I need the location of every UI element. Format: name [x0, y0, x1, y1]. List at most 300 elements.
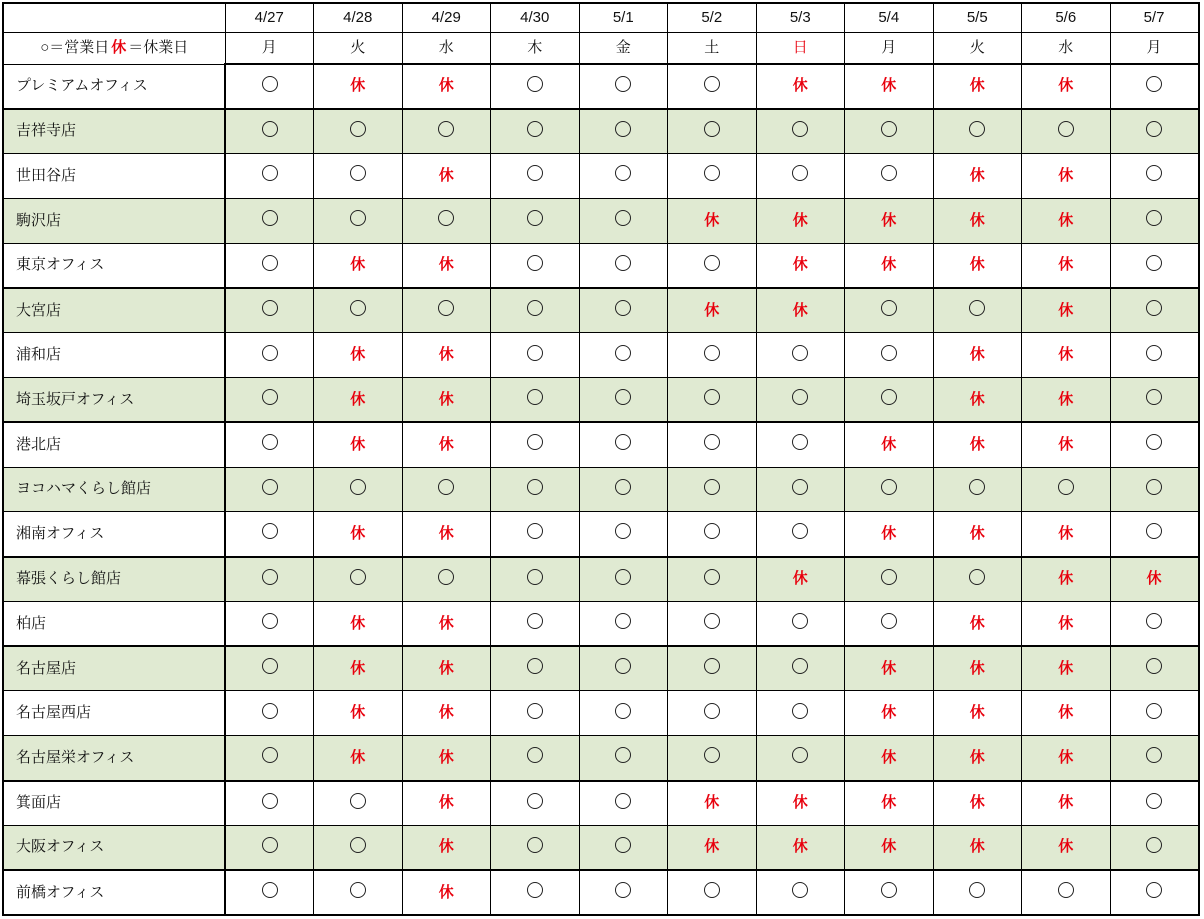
status-open-cell — [402, 109, 491, 154]
open-circle-icon — [527, 76, 543, 92]
header-row-dow — [3, 33, 1199, 65]
status-closed-cell — [1022, 781, 1111, 826]
closed-label: 休 — [881, 748, 897, 766]
status-open-cell — [756, 870, 845, 915]
status-open-cell — [491, 646, 580, 691]
status-open-cell — [225, 198, 314, 243]
status-open-cell — [933, 109, 1022, 154]
table-row — [3, 109, 1199, 154]
legend-open-text: ＝営業日 — [49, 39, 110, 57]
status-closed-cell — [756, 825, 845, 870]
closed-label: 休 — [1058, 748, 1074, 766]
status-open-cell — [1110, 109, 1199, 154]
status-open-cell — [314, 288, 403, 333]
open-circle-icon — [1146, 434, 1162, 450]
closed-label: 休 — [881, 794, 897, 812]
open-circle-icon — [527, 255, 543, 271]
table-row — [3, 154, 1199, 199]
header-dow-5-7: 月 — [1110, 33, 1199, 65]
table-row — [3, 691, 1199, 736]
status-open-cell — [1110, 467, 1199, 512]
closed-label: 休 — [350, 524, 366, 542]
table-row — [3, 333, 1199, 378]
open-circle-icon — [262, 389, 278, 405]
status-open-cell — [491, 243, 580, 288]
closed-label: 休 — [1058, 794, 1074, 812]
status-open-cell — [579, 557, 668, 602]
status-open-cell — [491, 870, 580, 915]
status-open-cell — [579, 288, 668, 333]
open-circle-icon — [704, 434, 720, 450]
status-open-cell — [1110, 422, 1199, 467]
closed-label: 休 — [969, 211, 985, 229]
store-name-cell: ヨコハマくらし館店 — [3, 467, 225, 512]
open-circle-icon — [881, 121, 897, 137]
status-open-cell — [314, 109, 403, 154]
open-circle-icon — [527, 345, 543, 361]
status-closed-cell — [402, 825, 491, 870]
status-closed-cell — [1022, 288, 1111, 333]
status-open-cell — [1110, 870, 1199, 915]
table-row — [3, 870, 1199, 915]
closed-label: 休 — [350, 435, 366, 453]
closed-label: 休 — [881, 704, 897, 722]
status-open-cell — [1110, 781, 1199, 826]
closed-label: 休 — [438, 435, 454, 453]
status-closed-cell — [845, 781, 934, 826]
header-dow-5-2: 土 — [668, 33, 757, 65]
status-closed-cell — [845, 243, 934, 288]
open-circle-icon — [615, 389, 631, 405]
status-open-cell — [1110, 601, 1199, 646]
status-closed-cell — [314, 601, 403, 646]
header-dow-4-27: 月 — [225, 33, 314, 65]
status-open-cell — [845, 288, 934, 333]
open-circle-icon — [792, 882, 808, 898]
status-open-cell — [225, 512, 314, 557]
corner-blank-cell — [3, 3, 225, 33]
store-name-cell: 駒沢店 — [3, 198, 225, 243]
open-circle-icon — [615, 882, 631, 898]
business-days-table — [2, 2, 1200, 916]
status-closed-cell — [756, 781, 845, 826]
status-open-cell — [1110, 825, 1199, 870]
status-open-cell — [668, 601, 757, 646]
open-circle-icon — [1146, 479, 1162, 495]
table-header — [3, 3, 1199, 64]
open-circle-icon — [792, 121, 808, 137]
closed-label: 休 — [1146, 570, 1162, 588]
open-circle-icon — [615, 747, 631, 763]
status-closed-cell — [1022, 422, 1111, 467]
status-open-cell — [402, 198, 491, 243]
store-name-cell: 東京オフィス — [3, 243, 225, 288]
status-open-cell — [225, 825, 314, 870]
open-circle-icon — [1146, 165, 1162, 181]
status-open-cell — [491, 377, 580, 422]
legend-open-symbol: ○ — [40, 39, 50, 57]
header-dow-4-30: 木 — [491, 33, 580, 65]
open-circle-icon — [527, 121, 543, 137]
status-open-cell — [1022, 870, 1111, 915]
status-closed-cell — [314, 512, 403, 557]
store-name-cell: 名古屋西店 — [3, 691, 225, 736]
status-closed-cell — [1022, 646, 1111, 691]
status-closed-cell — [402, 691, 491, 736]
closed-label: 休 — [969, 704, 985, 722]
status-open-cell — [314, 557, 403, 602]
status-closed-cell — [402, 512, 491, 557]
open-circle-icon — [527, 434, 543, 450]
status-open-cell — [756, 601, 845, 646]
status-open-cell — [579, 243, 668, 288]
closed-label: 休 — [881, 838, 897, 856]
closed-label: 休 — [438, 524, 454, 542]
status-closed-cell — [933, 781, 1022, 826]
open-circle-icon — [262, 479, 278, 495]
open-circle-icon — [350, 882, 366, 898]
status-open-cell — [668, 736, 757, 781]
open-circle-icon — [350, 837, 366, 853]
status-closed-cell — [1022, 691, 1111, 736]
closed-label: 休 — [881, 256, 897, 274]
status-open-cell — [225, 467, 314, 512]
status-open-cell — [579, 198, 668, 243]
status-closed-cell — [933, 198, 1022, 243]
closed-label: 休 — [792, 301, 808, 319]
status-open-cell — [845, 333, 934, 378]
open-circle-icon — [1146, 882, 1162, 898]
status-open-cell — [668, 109, 757, 154]
open-circle-icon — [262, 210, 278, 226]
status-closed-cell — [933, 154, 1022, 199]
open-circle-icon — [704, 747, 720, 763]
open-circle-icon — [704, 389, 720, 405]
open-circle-icon — [527, 747, 543, 763]
open-circle-icon — [1058, 121, 1074, 137]
store-name-cell: 名古屋店 — [3, 646, 225, 691]
store-name-cell: 名古屋栄オフィス — [3, 736, 225, 781]
status-closed-cell — [933, 333, 1022, 378]
status-open-cell — [491, 422, 580, 467]
closed-label: 休 — [969, 614, 985, 632]
closed-label: 休 — [438, 794, 454, 812]
status-open-cell — [225, 154, 314, 199]
open-circle-icon — [792, 165, 808, 181]
closed-label: 休 — [969, 346, 985, 364]
closed-label: 休 — [1058, 570, 1074, 588]
closed-label: 休 — [438, 838, 454, 856]
open-circle-icon — [969, 300, 985, 316]
closed-label: 休 — [969, 435, 985, 453]
closed-label: 休 — [881, 659, 897, 677]
open-circle-icon — [615, 658, 631, 674]
open-circle-icon — [881, 882, 897, 898]
status-open-cell — [756, 646, 845, 691]
status-closed-cell — [314, 691, 403, 736]
open-circle-icon — [527, 523, 543, 539]
status-open-cell — [579, 691, 668, 736]
open-circle-icon — [262, 76, 278, 92]
table-row — [3, 646, 1199, 691]
open-circle-icon — [792, 703, 808, 719]
status-closed-cell — [933, 646, 1022, 691]
legend-closed-text: ＝休業日 — [128, 39, 189, 57]
status-closed-cell — [845, 198, 934, 243]
status-open-cell — [579, 601, 668, 646]
closed-label: 休 — [350, 390, 366, 408]
status-closed-cell — [933, 512, 1022, 557]
open-circle-icon — [262, 165, 278, 181]
status-closed-cell — [668, 288, 757, 333]
open-circle-icon — [262, 345, 278, 361]
status-closed-cell — [933, 736, 1022, 781]
open-circle-icon — [1146, 658, 1162, 674]
open-circle-icon — [969, 569, 985, 585]
status-open-cell — [845, 154, 934, 199]
closed-label: 休 — [438, 748, 454, 766]
header-dow-5-1: 金 — [579, 33, 668, 65]
open-circle-icon — [262, 569, 278, 585]
table-row — [3, 288, 1199, 333]
table-row — [3, 557, 1199, 602]
status-closed-cell — [756, 243, 845, 288]
closed-label: 休 — [350, 256, 366, 274]
open-circle-icon — [1146, 300, 1162, 316]
status-open-cell — [668, 557, 757, 602]
table-row — [3, 377, 1199, 422]
status-closed-cell — [845, 825, 934, 870]
status-open-cell — [668, 422, 757, 467]
open-circle-icon — [792, 389, 808, 405]
status-closed-cell — [402, 646, 491, 691]
status-open-cell — [845, 870, 934, 915]
header-date-5-7: 5/7 — [1110, 3, 1199, 33]
open-circle-icon — [350, 210, 366, 226]
status-open-cell — [579, 781, 668, 826]
status-open-cell — [1110, 736, 1199, 781]
closed-label: 休 — [438, 256, 454, 274]
status-open-cell — [225, 691, 314, 736]
status-open-cell — [579, 154, 668, 199]
open-circle-icon — [615, 703, 631, 719]
status-open-cell — [668, 646, 757, 691]
open-circle-icon — [527, 793, 543, 809]
open-circle-icon — [262, 613, 278, 629]
open-circle-icon — [615, 434, 631, 450]
open-circle-icon — [792, 434, 808, 450]
status-closed-cell — [1022, 512, 1111, 557]
status-open-cell — [1110, 377, 1199, 422]
status-open-cell — [491, 781, 580, 826]
closed-label: 休 — [969, 77, 985, 95]
open-circle-icon — [704, 658, 720, 674]
status-open-cell — [668, 377, 757, 422]
status-open-cell — [491, 601, 580, 646]
status-open-cell — [1110, 512, 1199, 557]
header-dow-5-6: 水 — [1022, 33, 1111, 65]
open-circle-icon — [615, 255, 631, 271]
closed-label: 休 — [1058, 704, 1074, 722]
open-circle-icon — [704, 613, 720, 629]
status-closed-cell — [1022, 825, 1111, 870]
open-circle-icon — [704, 523, 720, 539]
status-open-cell — [1110, 691, 1199, 736]
status-closed-cell — [402, 422, 491, 467]
open-circle-icon — [262, 121, 278, 137]
closed-label: 休 — [438, 390, 454, 408]
open-circle-icon — [615, 793, 631, 809]
header-date-5-4: 5/4 — [845, 3, 934, 33]
closed-label: 休 — [969, 256, 985, 274]
closed-label: 休 — [438, 659, 454, 677]
status-closed-cell — [845, 64, 934, 109]
status-open-cell — [1022, 109, 1111, 154]
status-closed-cell — [933, 691, 1022, 736]
closed-label: 休 — [438, 883, 454, 901]
status-open-cell — [225, 333, 314, 378]
status-closed-cell — [402, 781, 491, 826]
status-closed-cell — [1022, 377, 1111, 422]
status-closed-cell — [402, 64, 491, 109]
open-circle-icon — [969, 479, 985, 495]
header-dow-4-29: 水 — [402, 33, 491, 65]
open-circle-icon — [704, 703, 720, 719]
status-closed-cell — [402, 870, 491, 915]
status-open-cell — [845, 557, 934, 602]
closed-label: 休 — [1058, 301, 1074, 319]
open-circle-icon — [792, 613, 808, 629]
status-open-cell — [1110, 64, 1199, 109]
status-closed-cell — [1022, 243, 1111, 288]
closed-label: 休 — [969, 659, 985, 677]
closed-label: 休 — [438, 704, 454, 722]
status-open-cell — [314, 154, 403, 199]
open-circle-icon — [262, 882, 278, 898]
closed-label: 休 — [1058, 838, 1074, 856]
status-open-cell — [314, 467, 403, 512]
status-closed-cell — [314, 243, 403, 288]
status-closed-cell — [402, 377, 491, 422]
status-open-cell — [225, 243, 314, 288]
closed-label: 休 — [792, 838, 808, 856]
open-circle-icon — [881, 389, 897, 405]
open-circle-icon — [1146, 210, 1162, 226]
status-open-cell — [1110, 333, 1199, 378]
store-name-cell: プレミアムオフィス — [3, 64, 225, 109]
header-date-5-3: 5/3 — [756, 3, 845, 33]
closed-label: 休 — [350, 659, 366, 677]
store-name-cell: 大阪オフィス — [3, 825, 225, 870]
status-open-cell — [933, 288, 1022, 333]
status-open-cell — [491, 109, 580, 154]
header-date-5-2: 5/2 — [668, 3, 757, 33]
open-circle-icon — [1146, 837, 1162, 853]
header-date-4-27: 4/27 — [225, 3, 314, 33]
open-circle-icon — [704, 165, 720, 181]
closed-label: 休 — [350, 748, 366, 766]
status-open-cell — [579, 422, 668, 467]
closed-label: 休 — [792, 77, 808, 95]
closed-label: 休 — [1058, 524, 1074, 542]
status-closed-cell — [314, 377, 403, 422]
table-row — [3, 736, 1199, 781]
open-circle-icon — [262, 255, 278, 271]
header-date-4-29: 4/29 — [402, 3, 491, 33]
open-circle-icon — [527, 210, 543, 226]
header-dow-4-28: 火 — [314, 33, 403, 65]
header-date-5-6: 5/6 — [1022, 3, 1111, 33]
status-open-cell — [225, 736, 314, 781]
open-circle-icon — [792, 658, 808, 674]
status-closed-cell — [933, 825, 1022, 870]
header-row-dates — [3, 3, 1199, 33]
status-open-cell — [668, 154, 757, 199]
closed-label: 休 — [969, 838, 985, 856]
status-open-cell — [756, 512, 845, 557]
header-dow-5-5: 火 — [933, 33, 1022, 65]
closed-label: 休 — [969, 390, 985, 408]
status-open-cell — [756, 333, 845, 378]
open-circle-icon — [527, 613, 543, 629]
header-dow-5-4: 月 — [845, 33, 934, 65]
status-closed-cell — [1022, 64, 1111, 109]
open-circle-icon — [1058, 882, 1074, 898]
open-circle-icon — [1146, 747, 1162, 763]
status-open-cell — [1110, 198, 1199, 243]
store-name-cell: 浦和店 — [3, 333, 225, 378]
status-open-cell — [845, 377, 934, 422]
table-row — [3, 512, 1199, 557]
status-open-cell — [225, 64, 314, 109]
header-dow-5-3: 日 — [756, 33, 845, 65]
status-closed-cell — [668, 198, 757, 243]
status-open-cell — [314, 825, 403, 870]
open-circle-icon — [615, 479, 631, 495]
closed-label: 休 — [969, 166, 985, 184]
closed-label: 休 — [969, 524, 985, 542]
closed-label: 休 — [1058, 614, 1074, 632]
closed-label: 休 — [438, 166, 454, 184]
status-open-cell — [756, 691, 845, 736]
closed-label: 休 — [438, 346, 454, 364]
closed-label: 休 — [1058, 390, 1074, 408]
closed-label: 休 — [1058, 346, 1074, 364]
closed-label: 休 — [792, 211, 808, 229]
store-name-cell: 大宮店 — [3, 288, 225, 333]
open-circle-icon — [527, 882, 543, 898]
status-open-cell — [845, 601, 934, 646]
store-name-cell: 箕面店 — [3, 781, 225, 826]
status-open-cell — [579, 646, 668, 691]
status-open-cell — [1022, 467, 1111, 512]
open-circle-icon — [881, 613, 897, 629]
closed-label: 休 — [881, 211, 897, 229]
status-open-cell — [668, 243, 757, 288]
status-open-cell — [579, 870, 668, 915]
closed-label: 休 — [792, 794, 808, 812]
status-open-cell — [579, 377, 668, 422]
status-closed-cell — [933, 422, 1022, 467]
closed-label: 休 — [438, 77, 454, 95]
header-date-5-5: 5/5 — [933, 3, 1022, 33]
open-circle-icon — [438, 569, 454, 585]
status-closed-cell — [933, 377, 1022, 422]
status-closed-cell — [314, 646, 403, 691]
store-name-cell: 湘南オフィス — [3, 512, 225, 557]
table-row — [3, 601, 1199, 646]
open-circle-icon — [704, 76, 720, 92]
